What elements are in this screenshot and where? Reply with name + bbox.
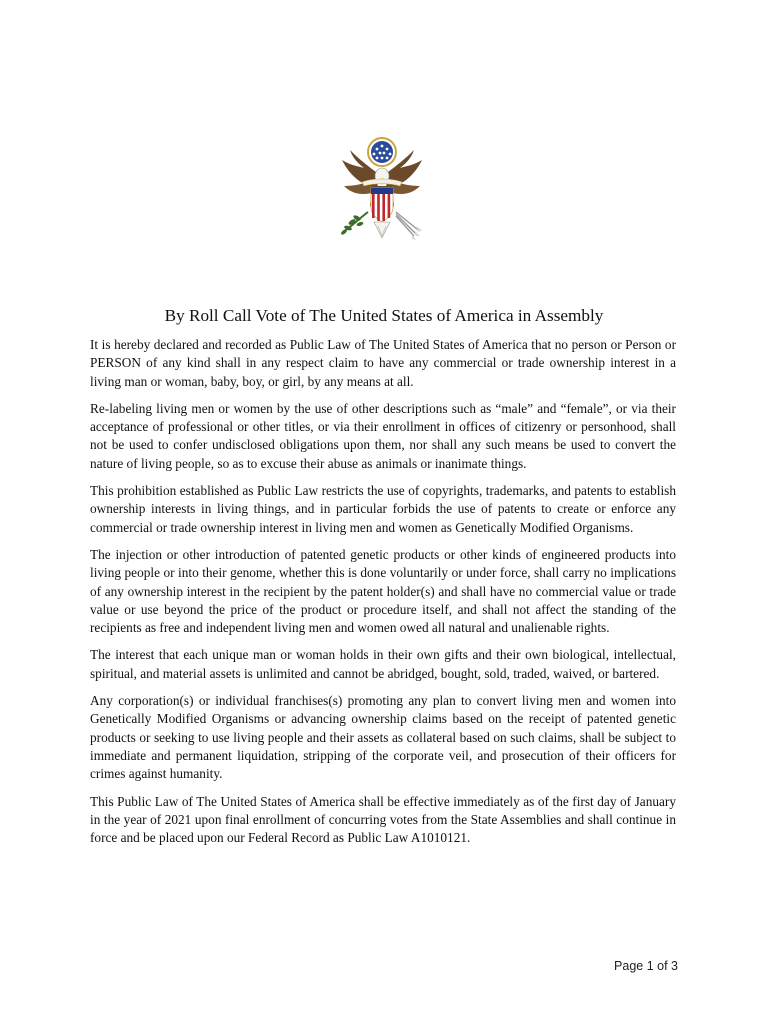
document-title: By Roll Call Vote of The United States of America in Assembly <box>164 306 604 325</box>
paragraph: This prohibition established as Public Law restricts the use of copyrights, trademarks, and patents to establish ownership interests in living things, and in particular forbids the use of patents to create or enforce any commercial or trade ownership interest in living men and women as Genetically Modified Organisms. <box>90 483 676 535</box>
document-body <box>90 336 676 856</box>
paragraph: The injection or other introduction of patented genetic products or other kinds of engineered products into living people or into their genome, whether this is done voluntarily or under force, shall carry no implications of any ownership interest in the recipient by the patent holder(s) and shall have no commercial value or trade value or use beyond the price of the product or procedure itself, and shall not affect the standing of the recipients as free and independent living men and women owed all natural and unalienable rights. <box>90 546 676 636</box>
paragraph: Any corporation(s) or individual franchises(s) promoting any plan to convert living men and women into Genetically Modified Organisms or advancing ownership claims based on the receipt of patented genetic products or seeking to use living people and their assets as collateral based on such claims, shall be subject to immediate and permanent liquidation, stripping of the corporate veil, and prosecution of their officers for crimes against humanity. <box>90 693 676 782</box>
paragraph: Re-labeling living men or women by the use of other descriptions such as “male” and “female”, or via their acceptance of professional or other titles, or via their enrollment in offices of citizenry or personhood, shall not be used to confer undisclosed obligations upon them, nor shall any such means be used to convert the nature of living people, so as to excuse their abuse as animals or inanimate things. <box>90 400 676 471</box>
paragraph: It is hereby declared and recorded as Public Law of The United States of America that no person or Person or PERSON of any kind shall in any respect claim to have any commercial or trade ownership interest in a living man or woman, baby, boy, or girl, by any means at all. <box>90 337 676 389</box>
paragraph: The interest that each unique man or woman holds in their own gifts and their own biological, intellectual, spiritual, and material assets is unlimited and cannot be abridged, bought, sold, traded, waived, or bartered. <box>90 647 676 681</box>
paragraph: This Public Law of The United States of America shall be effective immediately as of the first day of January in the year of 2021 upon final enrollment of concurring votes from the State Assemblies and shall continue in force and be placed upon our Federal Record as Public Law A1010121. <box>90 793 676 846</box>
great-seal-eagle-icon <box>322 126 442 254</box>
page-number: Page 1 of 3 <box>614 959 678 973</box>
